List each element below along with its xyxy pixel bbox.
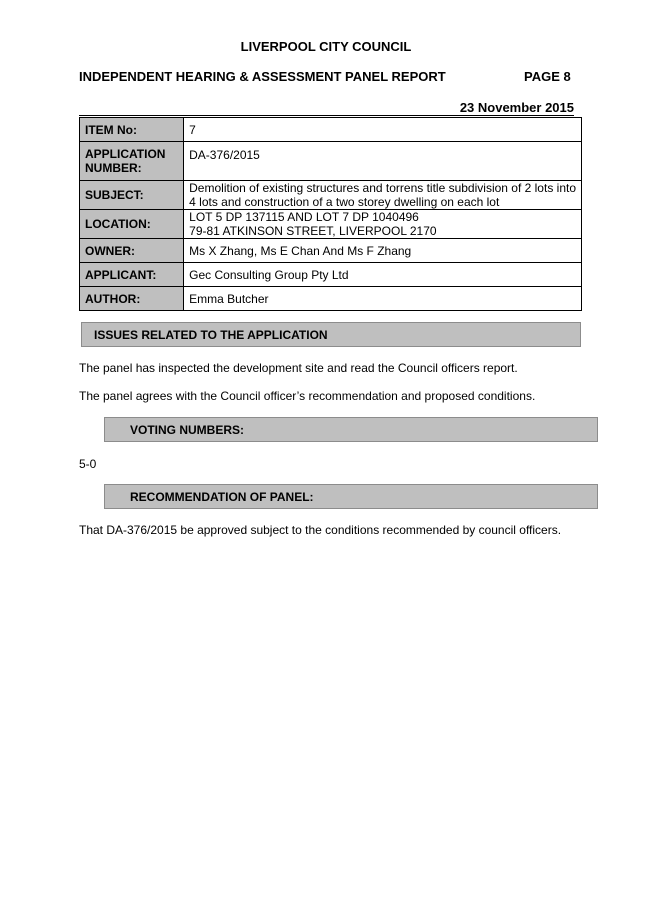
page-number: PAGE 8	[524, 69, 571, 84]
location-label: LOCATION:	[80, 210, 184, 239]
table-row-item-no	[80, 118, 582, 142]
recommendation-heading: RECOMMENDATION OF PANEL:	[104, 484, 598, 509]
item-no-value: 7	[184, 118, 582, 142]
applicant-value: Gec Consulting Group Pty Ltd	[184, 263, 582, 287]
author-value: Emma Butcher	[184, 287, 582, 311]
owner-value: Ms X Zhang, Ms E Chan And Ms F Zhang	[184, 239, 582, 263]
council-name: LIVERPOOL CITY COUNCIL	[240, 39, 412, 54]
application-number-label	[80, 142, 184, 181]
item-no-label: ITEM No:	[80, 118, 184, 142]
applicant-label: APPLICANT:	[80, 263, 184, 287]
application-info-table	[79, 117, 582, 311]
report-title: INDEPENDENT HEARING & ASSESSMENT PANEL REPORT	[79, 69, 446, 84]
author-label: AUTHOR:	[80, 287, 184, 311]
voting-numbers-heading: VOTING NUMBERS:	[104, 417, 598, 442]
report-date: 23 November 2015	[459, 100, 574, 115]
subject-value	[184, 181, 582, 210]
table-row-applicant	[80, 263, 582, 287]
issues-paragraph-1: The panel has inspected the development site and read the Council officers report.	[79, 361, 518, 375]
location-value	[184, 210, 582, 239]
recommendation-text: That DA-376/2015 be approved subject to the conditions recommended by council officers.	[79, 523, 562, 537]
table-row-application	[80, 142, 582, 181]
voting-result: 5-0	[79, 457, 97, 471]
table-row-subject	[80, 181, 582, 210]
location-line-1: LOT 5 DP 137115 AND LOT 7 DP 1040496	[189, 210, 419, 224]
owner-label: OWNER:	[80, 239, 184, 263]
subject-label: SUBJECT:	[80, 181, 184, 210]
table-row-author	[80, 287, 582, 311]
issues-paragraph-2: The panel agrees with the Council officer’s recommendation and proposed conditions.	[79, 389, 536, 403]
table-row-location	[80, 210, 582, 239]
application-label-line-1: APPLICATION	[85, 147, 166, 161]
table-row-owner	[80, 239, 582, 263]
application-label-line-2: NUMBER:	[85, 161, 142, 175]
header-divider	[79, 115, 574, 116]
subject-line-2: 4 lots and construction of a two storey dwelling on each lot	[189, 195, 500, 209]
subject-line-1: Demolition of existing structures and torrens title subdivision of 2 lots into	[189, 181, 576, 195]
location-line-2: 79-81 ATKINSON STREET, LIVERPOOL 2170	[189, 224, 437, 238]
issues-heading: ISSUES RELATED TO THE APPLICATION	[81, 322, 581, 347]
application-number-value: DA-376/2015	[184, 142, 582, 181]
